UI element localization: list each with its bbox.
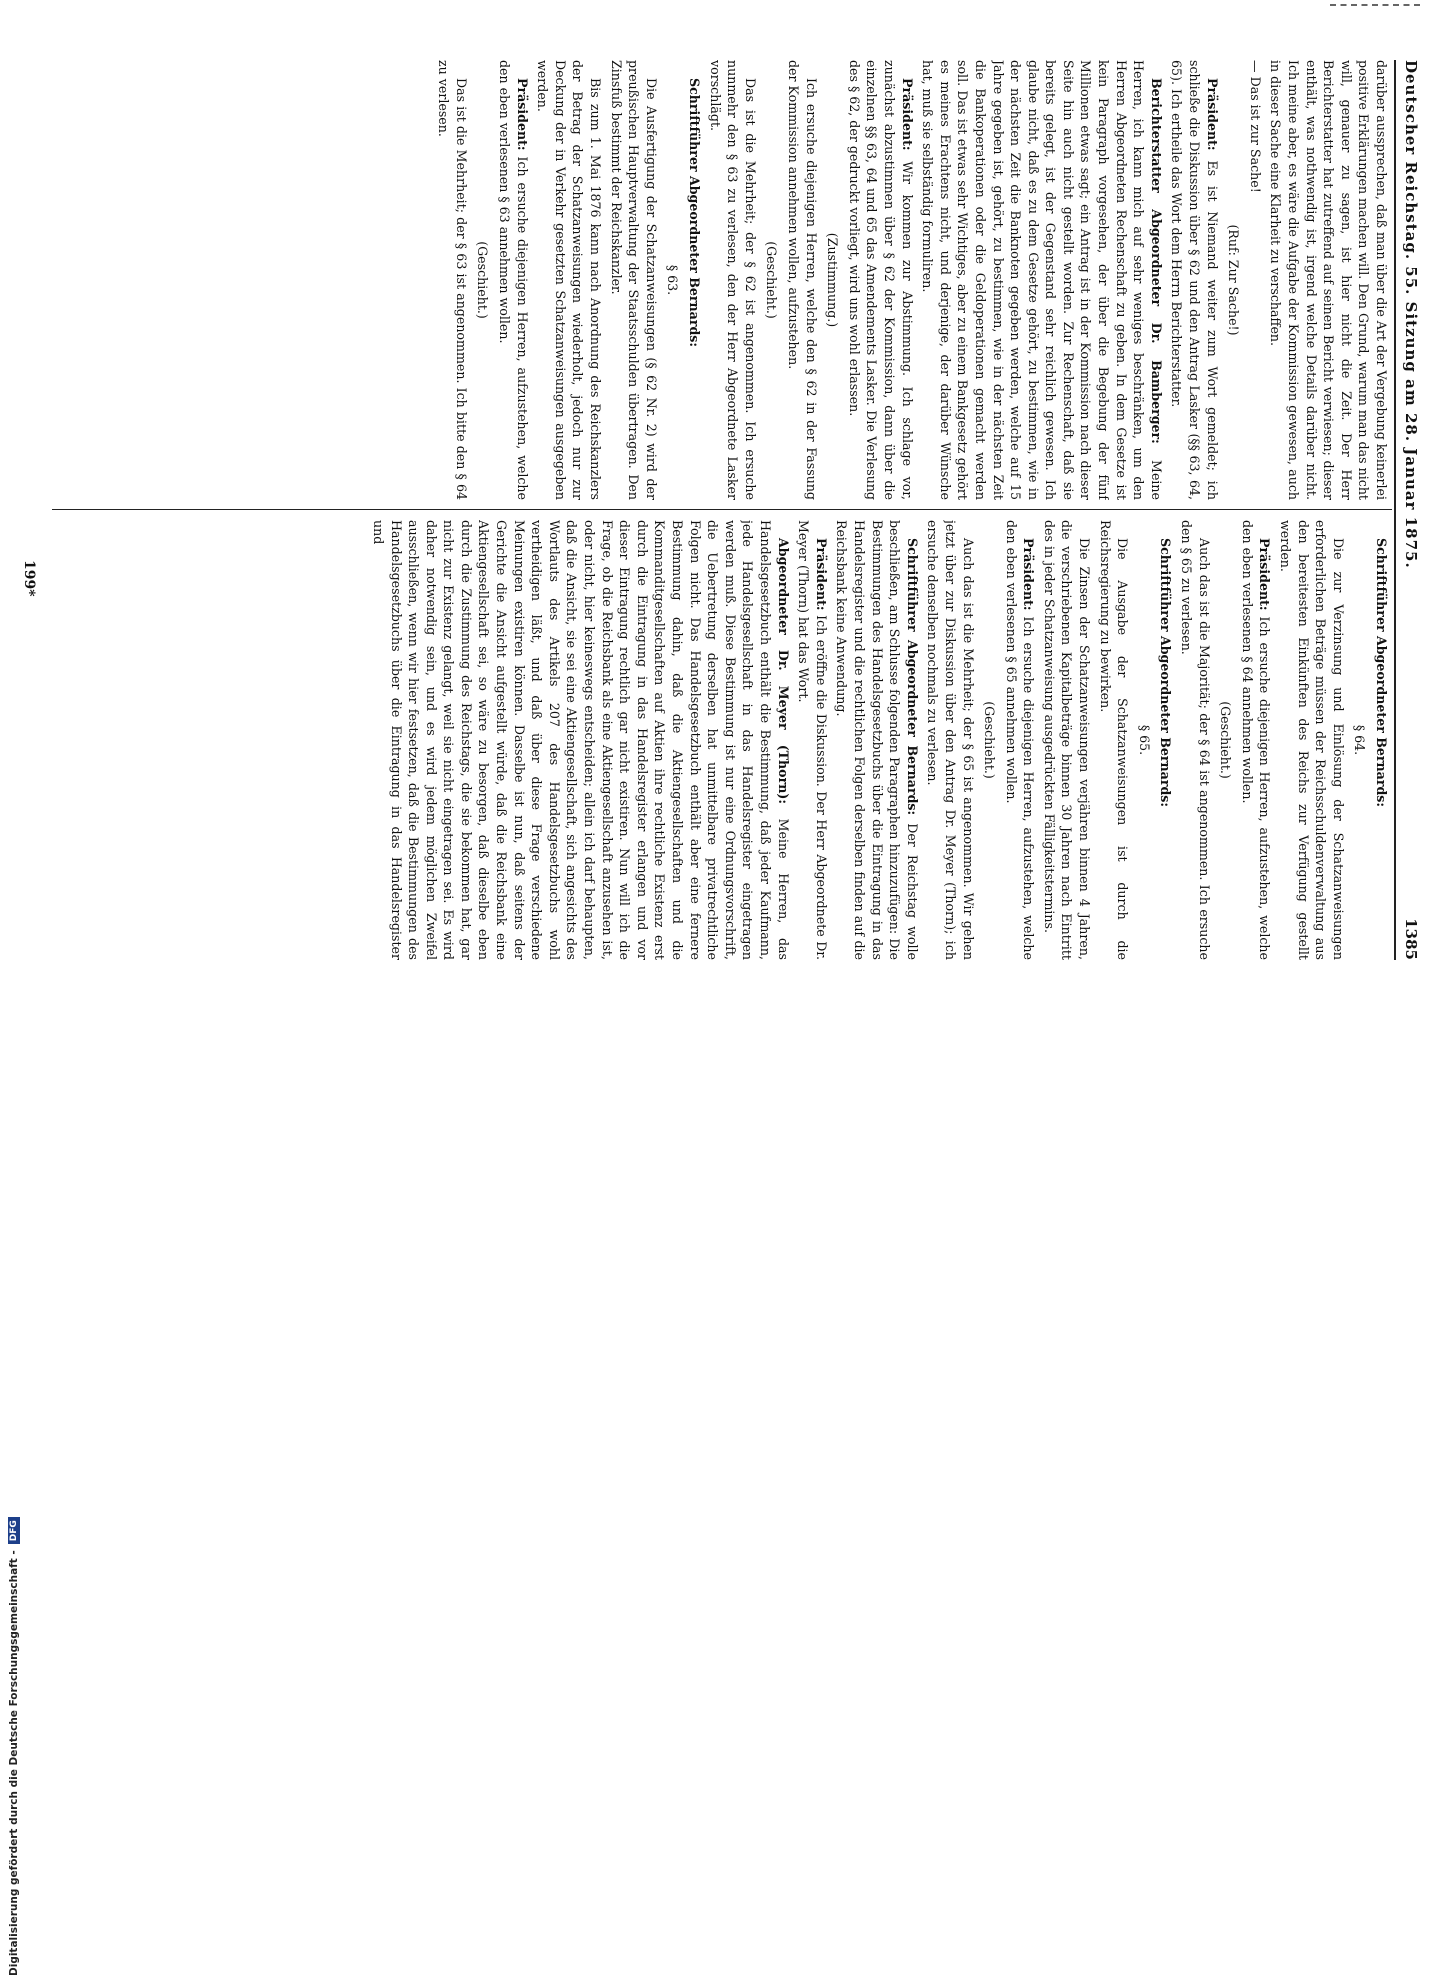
paragraph-text: § 64. (1352, 724, 1368, 756)
paragraph (1040, 520, 1093, 960)
stage-direction (1351, 520, 1369, 960)
page-header (1398, 60, 1424, 960)
paragraph (1177, 520, 1212, 960)
speaker-name: Präsident: (813, 538, 829, 611)
dfg-notice (4, 976, 24, 1980)
paragraph (534, 60, 604, 500)
stage-direction (1135, 520, 1153, 960)
speaker-name: Präsident: (514, 78, 530, 151)
paragraph-text: Die Zinsen der Schatzanweisungen verjähren binnen 4 Jahren, die verschriebenen Kapitalbeträge binnen 30 Jahren nach Eintritt des in jeder Schatzanweisung ausgedrückten Fälligkeitstermins. (1041, 520, 1093, 960)
speaker-name: Schriftführer Abgeordneter Bernards: (1374, 538, 1389, 808)
speaker-name: Präsident: (1257, 538, 1273, 611)
paragraph (685, 60, 703, 500)
speaker-name: Schriftführer Abgeordneter Bernards: (1158, 538, 1174, 808)
paragraph (784, 60, 819, 500)
paragraph (924, 520, 977, 960)
paragraph (1276, 520, 1346, 960)
speaker-name: Schriftführer Abgeordneter Bernards: (687, 78, 703, 348)
paragraph-text: Meine Herren, ich kann mich auf sehr weniges beschränken, um den Herren Abgeordneten Rechenschaft zu geben. In dem Gesetze ist kein Paragraph vorgesehen, der über die Begebung der fünf Millionen etwas sagt; ein Antrag ist in der Kommission nach dieser Seite hin auch nicht gestellt worden. Zur Rechenschaft, daß sie bereits gelegt, ist der Gegenstand sehr reichlich gewesen. Ich glaube nicht, daß es zu dem Gesetze gehört, zu bestimmen, wie in der nächsten Zeit die Banknoten gegeben werden, welche auf 15 Jahre gegeben ist, gehört, zu bestimmen, wie in der nächsten Zeit die Bankoperationen oder die Geldoperationen gemacht werden soll. Das ist etwas sehr Wichtiges, aber zu einem Bankgesetz gehört es meines Erachtens nicht, und derjenige, der darüber Wünsche hat, muß sie selbständig formuliren. (920, 60, 1164, 500)
paragraph-text: Ich eröffne die Diskussion. Der Herr Abgeordnete Dr. Meyer (Thorn) hat das Wort. (796, 520, 829, 960)
paragraph-text: (Geschieht.) (1218, 701, 1234, 779)
paragraph-text: Die Ausfertigung der Schatzanweisungen (§ 62 Nr. 2) wird der preußischen Hauptverwaltung der Staatsschulden übertragen. Den Zinsfuß bestimmt der Reichskanzler. (608, 60, 659, 500)
speaker-name: Berichterstatter Abgeordneter Dr. Bamberger: (1148, 78, 1164, 444)
column-divider (52, 509, 1392, 510)
stage-direction (1225, 60, 1243, 500)
paragraph (1238, 520, 1273, 960)
paragraph (1096, 520, 1131, 960)
paragraph-text: — Das ist zur Sache! (1247, 60, 1263, 193)
paragraph (1157, 520, 1175, 960)
dfg-logo: DFG (8, 1517, 20, 1544)
paragraph-text: (Geschieht.) (475, 241, 491, 319)
paragraph (496, 60, 531, 500)
paragraph (607, 60, 660, 500)
paragraph (845, 60, 915, 500)
paragraph-text: § 65. (1136, 724, 1152, 756)
paragraph (706, 60, 759, 500)
speaker-name: Abgeordneter Dr. Meyer (Thorn): (775, 538, 791, 804)
stage-direction (763, 60, 781, 500)
paragraph-text: Die zur Verzinsung und Einlösung der Schatzanweisungen erforderlichen Beträge müssen der Reichsschuldenverwaltung aus den bereitesten Einkünften des Reichs zur Verfügung gestellt werden. (1278, 520, 1346, 960)
header-title: Deutscher Reichstag. 55. Sitzung am 28. Januar 1875. (1402, 60, 1420, 569)
paragraph (1168, 60, 1221, 500)
dfg-note: Digitalisierung gefördert durch die Deutsche Forschungsgemeinschaft - (8, 1550, 20, 1976)
paragraph-text: (Zustimmung.) (825, 232, 841, 328)
paragraph-text: Bis zum 1. Mai 1876 kann nach Anordnung des Reichskanzlers der Betrag der Schatzanweisungen wiederholt, jedoch nur zur Deckung der in Verkehr gesetzten Schatzanweisungen ausgegeben werden. (535, 60, 604, 500)
stage-direction (1217, 520, 1235, 960)
paragraph-text: Meine Herren, das Handelsgesetzbuch enthält die Bestimmung, daß jeder Kaufmann, jede Handelsgesellschaft in das Handelsregister eingetragen werden muß. Diese Bestimmung ist nur eine Ordnungsvorschrift, die Uebertretung derselben hat unmittelbare privatrechtliche Folgen nicht. Das Handelsgesetzbuch enthält aber eine fernere Bestimmung dahin, daß die Aktiengesellschaften und die Kommanditgesellschaften auf Aktien ihre rechtliche Existenz erst durch die Eintragung in das Handelsregister erlangen und vor dieser Eintragung rechtlich gar nicht existiren. Nun will ich die Frage, ob die Reichsbank als eine Aktiengesellschaft anzusehen ist, oder nicht, hier keineswegs entscheiden; allein ich darf behaupten, daß die Ansicht, sie sei eine Aktiengesellschaft, sich angesichts des Wortlauts des Artikels 207 des Handelsgesetzbuchs wohl vertheidigen läßt, und daß über diese Frage verschiedene Meinungen existiren können. Dasselbe ist nun, daß seitens der Gerichte die Ansicht aufgestellt würde, daß die Reichsbank eine Aktiengesellschaft sei, so wäre zu besorgen, daß dieselbe eben durch die Zustimmung des Reichstags, die sie bekommen hat, gar nicht zur Existenz gelangt, weil sie nicht eingetragen sei. Es wird daher notwendig sein, und es wird jedem möglichen Zweifel ausschließen, wenn wir hier festsetzen, daß die Bestimmungen des Handelsgesetzbuchs über die Eintragung in das Handelsregister und (370, 520, 791, 960)
paragraph (369, 520, 791, 960)
paragraph (919, 60, 1165, 500)
paragraph-text: (Geschieht.) (982, 701, 998, 779)
paragraph-text: (Ruf: Zur Sache!) (1226, 224, 1242, 336)
paragraph-text: Auch das ist die Majorität; der § 64 ist angenommen. Ich ersuche den § 65 zu verlesen. (1179, 520, 1212, 960)
paragraph-text: Ich ersuche diejenigen Herren, aufzustehen, welche den eben verlesenen § 63 annehmen wollen. (497, 60, 530, 500)
paragraph-text: Das ist die Mehrheit; der § 62 ist angenommen. Ich ersuche nunmehr den § 63 zu verlesen, den der Herr Abgeordnete Lasker vorschlägt. (707, 60, 758, 500)
paragraph (833, 520, 921, 960)
paragraph-text: Das ist die Mehrheit; der § 63 ist angenommen. Ich bitte den § 64 zu verlesen. (436, 60, 469, 500)
paragraph-text: (Geschieht.) (764, 241, 780, 319)
paragraph-text: darüber aussprechen, daß man über die Art der Vergebung keinerlei positive Erklärungen machen will. Den Grund, warum man das nicht will, genauer zu sagen, ist hier nicht die Zeit. Der Herr Berichterstatter hat zutreffend auf seinen Bericht verwiesen; dieser enthält, was nothwendig ist, irgend welche Details darüber nicht. Ich meine aber, es wäre die Aufgabe der Kommission gewesen, auch in dieser Sache eine Klarheit zu verschaffen. (1268, 60, 1389, 500)
paragraph (1267, 60, 1390, 500)
speaker-name: Präsident: (1204, 78, 1220, 151)
paragraph-text: Es ist Niemand weiter zum Wort gemeldet; ich schließe die Diskussion über § 62 und den Antrag Lasker (§§ 63, 64, 65). Ich ertheile das Wort dem Herrn Berichterstatter. (1169, 60, 1220, 500)
paragraph (1002, 520, 1037, 960)
stage-direction (981, 520, 999, 960)
paragraph-text: Auch das ist die Mehrheit; der § 65 ist angenommen. Wir gehen jetzt über zur Diskussion über den Antrag Dr. Meyer (Thorn); ich ersuche denselben nochmals zu verlesen. (925, 520, 976, 960)
header-rule (1394, 60, 1396, 960)
paragraph-text: Ich ersuche diejenigen Herren, aufzustehen, welche den eben verlesenen § 64 annehmen wollen. (1239, 520, 1273, 960)
paragraph-text: Ich ersuche diejenigen Herren, welche den § 62 in der Fassung der Kommission annehmen wollen, aufzustehen. (786, 60, 819, 500)
paragraph (795, 520, 830, 960)
speaker-name: Schriftführer Abgeordneter Bernards: (904, 538, 920, 816)
stage-direction (824, 60, 842, 500)
left-column (70, 60, 1390, 500)
paragraph (1372, 520, 1390, 960)
paragraph (1246, 60, 1264, 500)
stage-direction (664, 60, 682, 500)
right-column (70, 520, 1390, 960)
paragraph-text: § 63. (665, 264, 681, 296)
speaker-name: Präsident: (1021, 538, 1037, 611)
paragraph-text: Wir kommen zur Abstimmung. Ich schlage vor, zunächst abzustimmen über § 62 der Kommission, dann über die einzelnen §§ 63, 64 und 65 das Amendements Lasker. Die Verlesung des § 62, der gedruckt vorliegt, wird uns wohl erlassen. (846, 60, 915, 500)
page-number: 1385 (1402, 918, 1420, 960)
paragraph-text: Der Reichstag wolle beschließen, am Schlusse folgenden Paragraphen hinzuzufügen: Die Bestimmungen des Handelsgesetzbuchs über die Eintragung in das Handelsregister und die rechtlichen Folgen derselben finden auf die Reichsbank keine Anwendung. (834, 520, 920, 960)
paragraph (435, 60, 470, 500)
paragraph-text: Ich ersuche diejenigen Herren, aufzustehen, welche den eben verlesenen § 65 annehmen wollen. (1003, 520, 1037, 960)
paragraph-text: Die Ausgabe der Schatzanweisungen ist durch die Reichsregierung zu bewirken. (1097, 520, 1131, 960)
stage-direction (474, 60, 492, 500)
speaker-name: Präsident: (899, 78, 915, 151)
footer-number: 199* (21, 560, 37, 597)
